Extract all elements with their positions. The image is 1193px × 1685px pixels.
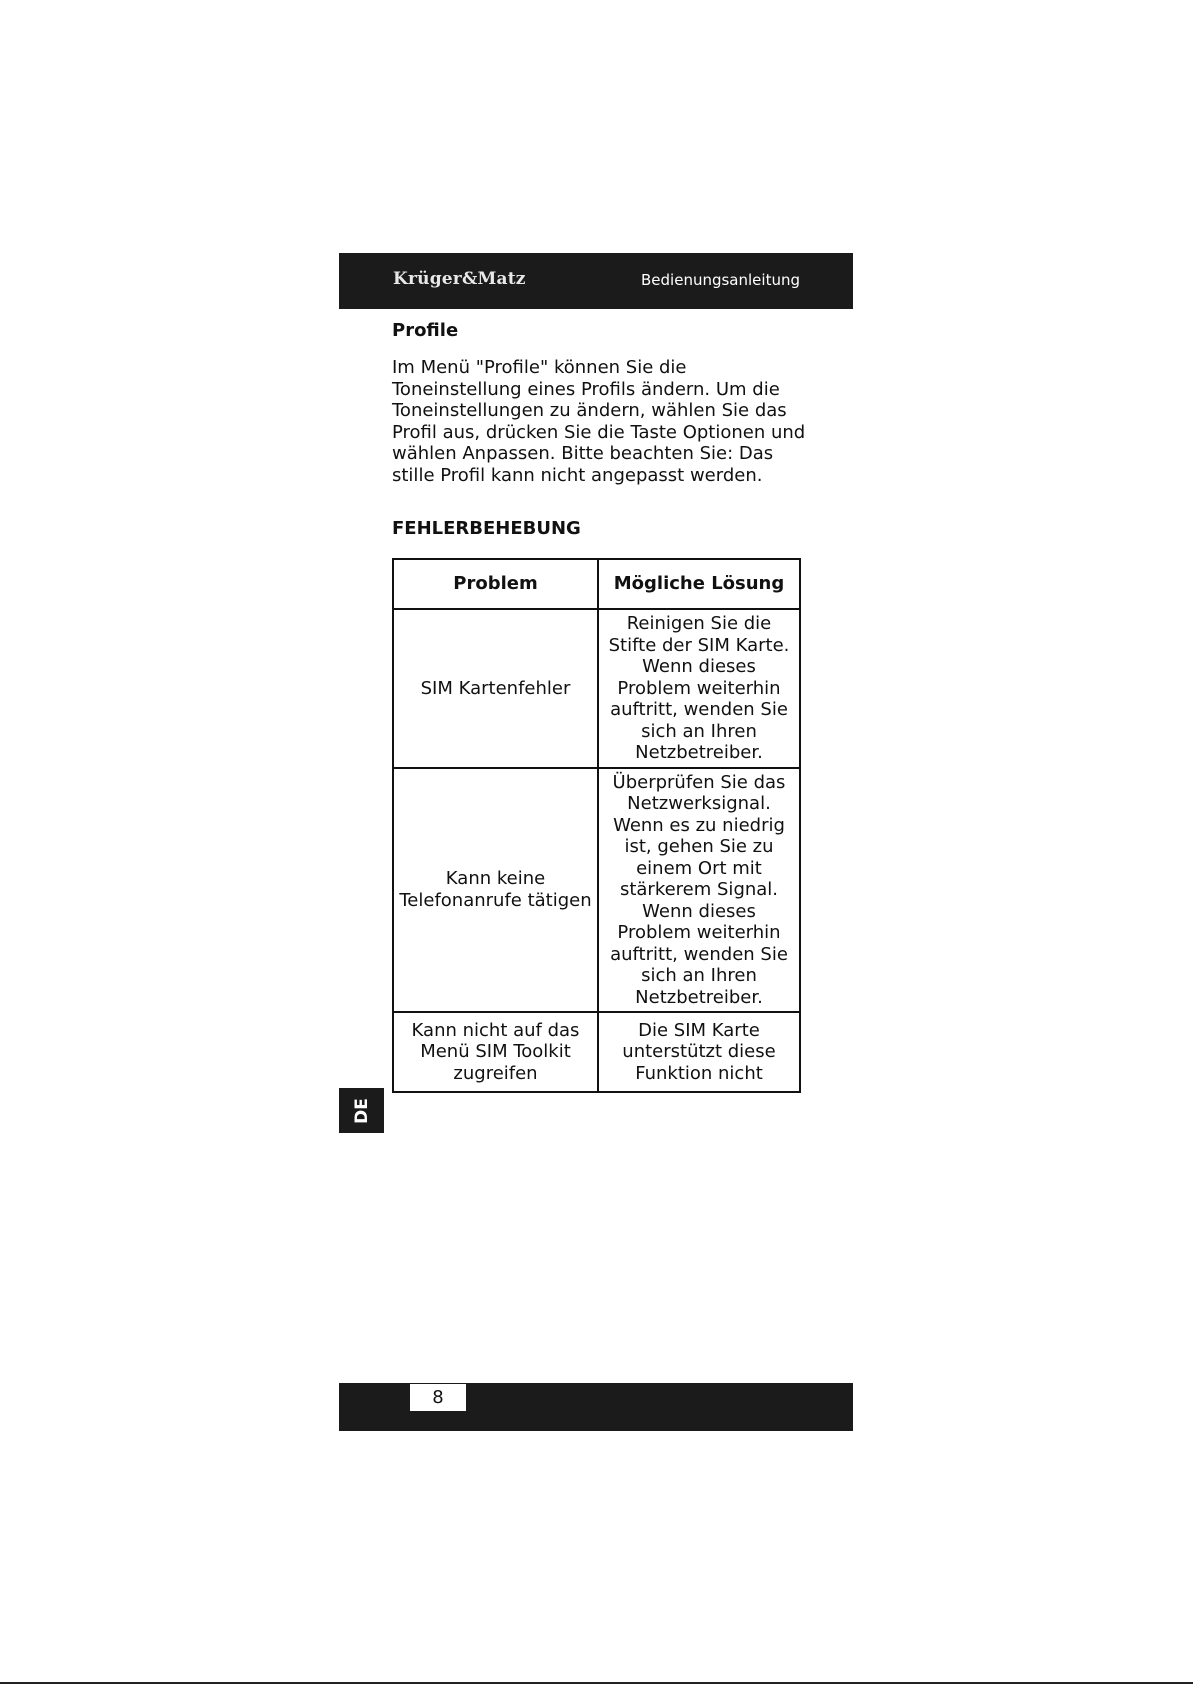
problem-cell: Kann keine Telefonanrufe tätigen xyxy=(393,768,598,1013)
solution-cell: Die SIM Karte unterstützt diese Funktion nicht xyxy=(598,1012,800,1092)
solution-cell: Überprüfen Sie das Netzwerksignal. Wenn es zu niedrig ist, gehen Sie zu einem Ort mit stärkerem Signal. Wenn dieses Problem weiterhin auftritt, wenden Sie sich an Ihren Netzbetreiber. xyxy=(598,768,800,1013)
header-bar xyxy=(339,253,853,309)
solution-cell: Reinigen Sie die Stifte der SIM Karte. Wenn dieses Problem weiterhin auftritt, wenden Sie sich an Ihren Netzbetreiber. xyxy=(598,609,800,768)
problem-cell: Kann nicht auf das Menü SIM Toolkit zugreifen xyxy=(393,1012,598,1092)
bottom-divider xyxy=(0,1682,1193,1684)
troubleshooting-table xyxy=(392,558,801,1093)
page-number: 8 xyxy=(410,1384,466,1411)
table-row xyxy=(393,768,800,1013)
footer-bar xyxy=(339,1383,853,1431)
language-tab xyxy=(339,1088,384,1133)
column-header-problem: Problem xyxy=(393,559,598,609)
profile-section-title: Profile xyxy=(392,320,459,341)
table-row xyxy=(393,609,800,768)
problem-cell: SIM Kartenfehler xyxy=(393,609,598,768)
table-header-row xyxy=(393,559,800,609)
brand-logo: Krüger&Matz xyxy=(393,269,526,289)
language-label: DE xyxy=(351,1097,372,1124)
profile-description: Im Menü "Profile" können Sie die Toneinstellung eines Profils ändern. Um die Toneinstellungen zu ändern, wählen Sie das Profil aus, drücken Sie die Taste Optionen und wählen Anpassen. Bitte beachten Sie: Das stille Profil kann nicht angepasst werden. xyxy=(392,357,806,486)
column-header-solution: Mögliche Lösung xyxy=(598,559,800,609)
document-type: Bedienungsanleitung xyxy=(641,271,800,289)
troubleshooting-title: FEHLERBEHEBUNG xyxy=(392,518,581,539)
table-row xyxy=(393,1012,800,1092)
